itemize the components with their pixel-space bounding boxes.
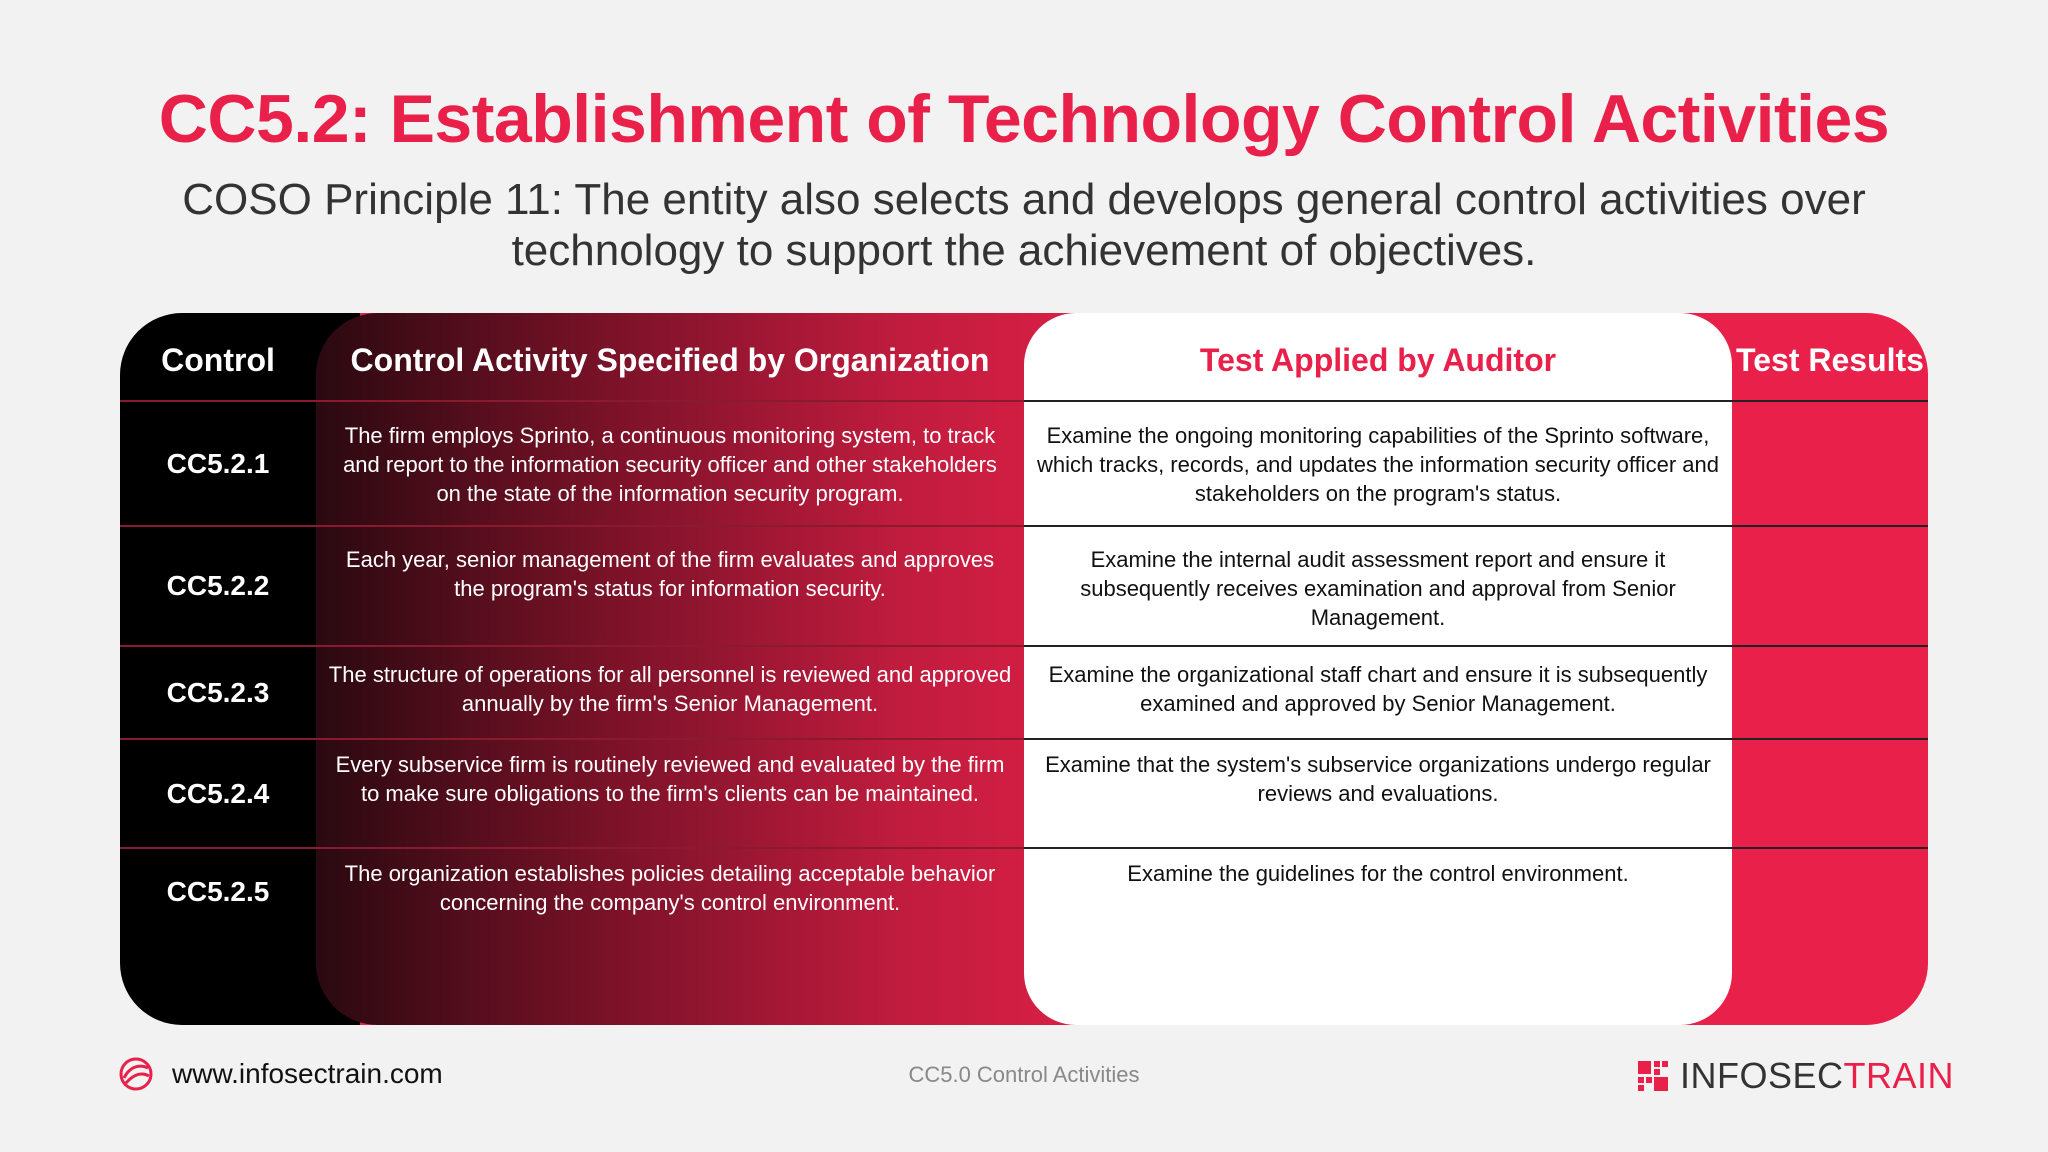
- row-divider: [1024, 525, 1928, 527]
- header-test: Test Applied by Auditor: [1199, 342, 1557, 378]
- row-5-activity: The organization establishes policies detailing acceptable behavior concerning the company's control environment.: [344, 861, 996, 915]
- page-title: CC5.2: Establishment of Technology Control Activities: [158, 81, 1890, 157]
- row-divider: [1024, 645, 1928, 647]
- row-1-control-code: CC5.2.1: [166, 447, 270, 479]
- subtitle-line-2: technology to support the achievement of objectives.: [511, 226, 1537, 275]
- brand-name-part2: TRAIN: [1843, 1055, 1955, 1096]
- row-5-test: Examine the guidelines for the control environment.: [1127, 861, 1629, 886]
- page-subtitle: [140, 174, 1908, 276]
- footer-section-label: CC5.0 Control Activities: [908, 1062, 1140, 1087]
- row-2-control-code: CC5.2.2: [166, 570, 270, 601]
- row-3-test: Examine the organizational staff chart and ensure it is subsequently examined and approved by Senior Management.: [1048, 662, 1708, 716]
- row-1-activity: The firm employs Sprinto, a continuous monitoring system, to track and report to the information security officer and other stakeholders on the state of the information security program.: [343, 423, 997, 506]
- row-divider: [1024, 400, 1928, 402]
- header-results: Test Results: [1736, 342, 1924, 378]
- row-4-test: Examine that the system's subservice organizations undergo regular reviews and evaluations.: [1045, 752, 1711, 806]
- header-activity: Control Activity Specified by Organization: [350, 342, 990, 378]
- row-3-control-code: CC5.2.3: [166, 676, 270, 708]
- row-2-activity: Each year, senior management of the firm evaluates and approves the program's status for information security.: [345, 547, 995, 601]
- row-4-control-code: CC5.2.4: [166, 777, 270, 809]
- controls-table: [120, 313, 1928, 1025]
- brand-logo: [1638, 1056, 1954, 1096]
- brand-name-part1: INFOSEC: [1680, 1055, 1844, 1096]
- row-divider: [1024, 847, 1928, 849]
- row-4-activity: Every subservice firm is routinely reviewed and evaluated by the firm to make sure obligations to the firm's clients can be maintained.: [335, 752, 1005, 806]
- row-5-control-code: CC5.2.5: [166, 876, 270, 907]
- infosectrain-logo-icon: [1638, 1061, 1668, 1091]
- brand-name: [1680, 1056, 1954, 1096]
- row-3-activity: The structure of operations for all personnel is reviewed and approved annually by the firm's Senior Management.: [328, 662, 1012, 716]
- header-control: Control: [161, 342, 275, 378]
- subtitle-line-1: COSO Principle 11: The entity also selects and develops general control activities over: [182, 175, 1866, 224]
- row-divider: [1024, 738, 1928, 740]
- row-2-test: Examine the internal audit assessment report and ensure it subsequently receives examination and approval from Senior Management.: [1080, 547, 1676, 630]
- website-url[interactable]: www.infosectrain.com: [172, 1058, 443, 1089]
- row-1-test: Examine the ongoing monitoring capabilities of the Sprinto software, which tracks, records, and updates the information security officer and stakeholders on the program's status.: [1037, 423, 1719, 506]
